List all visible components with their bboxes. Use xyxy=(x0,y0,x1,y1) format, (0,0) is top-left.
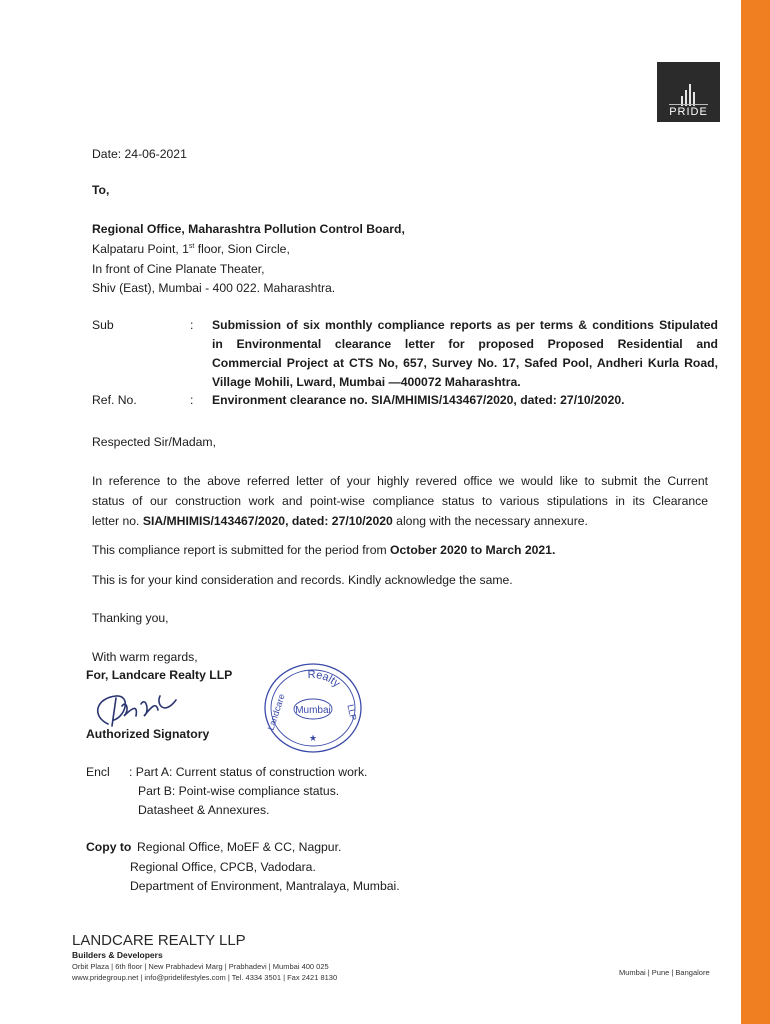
footer-address: Orbit Plaza | 6th floor | New Prabhadevi Marg | Prabhadevi | Mumbai 400 025 xyxy=(72,962,329,971)
closing-thanks: Thanking you, xyxy=(92,611,169,625)
subject-label: Sub xyxy=(92,318,114,332)
paragraph-1-line-2: status of our construction work and point-wise compliance status to various stipulations in its Clearance xyxy=(92,494,708,508)
reference-colon: : xyxy=(190,393,194,407)
stamp-text-left: Landcare xyxy=(265,692,287,732)
logo-text: PRIDE xyxy=(669,106,708,118)
recipient-line-4: Shiv (East), Mumbai - 400 022. Maharashtra. xyxy=(92,281,336,295)
svg-text:Realty xyxy=(307,669,342,690)
letter-date: Date: 24-06-2021 xyxy=(92,147,187,161)
enclosure-label: Encl xyxy=(86,765,110,779)
subject-line-3: Commercial Project at CTS No, 657, Survey No. 17, Safed Pool, Andheri Kurla Road, xyxy=(212,356,718,370)
stamp-star-icon: ★ xyxy=(308,734,318,744)
subject-line-2: in Environmental clearance letter for proposed Proposed Residential and xyxy=(212,337,718,351)
for-company: For, Landcare Realty LLP xyxy=(86,668,233,682)
enclosure-item-3: Datasheet & Annexures. xyxy=(138,803,270,817)
reference-label: Ref. No. xyxy=(92,393,137,407)
footer-contact: www.pridegroup.net | info@pridelifestyles.com | Tel. 4334 3501 | Fax 2421 8130 xyxy=(72,973,338,982)
enclosure-item-2: Part B: Point-wise compliance status. xyxy=(138,784,340,798)
copy-to-item-1: Regional Office, MoEF & CC, Nagpur. xyxy=(137,840,342,854)
pride-logo xyxy=(657,62,720,122)
footer-cities: Mumbai | Pune | Bangalore xyxy=(619,968,710,977)
stamp-text-center: Mumbai xyxy=(295,705,331,716)
copy-to-item-2: Regional Office, CPCB, Vadodara. xyxy=(130,860,316,874)
enclosure-item-1: : Part A: Current status of construction work. xyxy=(129,765,368,779)
paragraph-1-line-1: In reference to the above referred letter of your highly revered office we would like to submit the Current xyxy=(92,474,708,488)
footer-company-name: LANDCARE REALTY LLP xyxy=(72,932,246,949)
paragraph-1-line-3: letter no. SIA/MHIMIS/143467/2020, dated: 27/10/2020 along with the necessary annexure. xyxy=(92,514,588,528)
copy-to-item-3: Department of Environment, Mantralaya, Mumbai. xyxy=(130,879,400,893)
stamp-text-right: LLP xyxy=(345,703,359,722)
recipient-line-3: In front of Cine Planate Theater, xyxy=(92,262,265,276)
paragraph-3: This is for your kind consideration and records. Kindly acknowledge the same. xyxy=(92,573,513,587)
orange-side-strip xyxy=(741,0,770,1024)
company-stamp xyxy=(262,661,364,756)
stamp-text-top: Realty xyxy=(307,668,343,690)
reference-text: Environment clearance no. SIA/MHIMIS/143467/2020, dated: 27/10/2020. xyxy=(212,393,625,407)
subject-line-1: Submission of six monthly compliance reports as per terms & conditions Stipulated xyxy=(212,318,718,332)
closing-regards: With warm regards, xyxy=(92,650,198,664)
salutation-to: To, xyxy=(92,183,110,197)
copy-to-label: Copy to xyxy=(86,840,132,854)
authorized-signatory: Authorized Signatory xyxy=(86,727,210,741)
greeting: Respected Sir/Madam, xyxy=(92,435,216,449)
subject-colon: : xyxy=(190,318,194,332)
logo-bars-icon xyxy=(657,84,720,106)
footer-tagline: Builders & Developers xyxy=(72,950,163,960)
recipient-line-1: Regional Office, Maharashtra Pollution Control Board, xyxy=(92,222,405,236)
paragraph-2: This compliance report is submitted for the period from October 2020 to March 2021. xyxy=(92,543,556,557)
recipient-line-2: Kalpataru Point, 1st floor, Sion Circle, xyxy=(92,242,290,256)
subject-line-4: Village Mohili, Lward, Mumbai —400072 Maharashtra. xyxy=(212,375,521,389)
